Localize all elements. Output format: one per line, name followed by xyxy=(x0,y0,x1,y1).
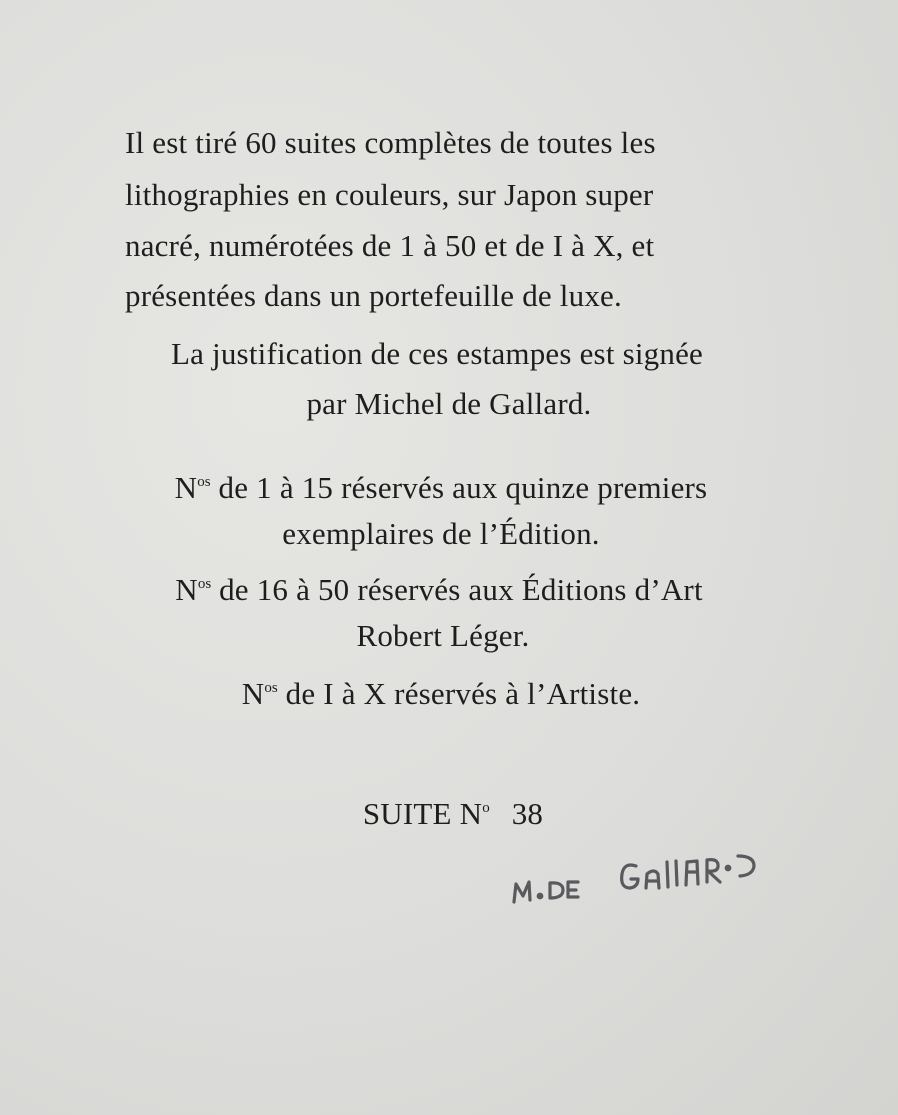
reservation-text: de 16 à 50 réservés aux Éditions d’Art xyxy=(211,572,703,607)
suite-label: SUITE N xyxy=(362,796,483,831)
number-abbrev: N xyxy=(175,572,198,607)
suite-number: 38 xyxy=(511,796,544,831)
text-line: par Michel de Gallard. xyxy=(306,386,592,421)
number-abbrev-sup: os xyxy=(197,576,212,592)
text-line: lithographies en couleurs, sur Japon super xyxy=(125,177,654,212)
reservation-line: exemplaires de l’Édition. xyxy=(282,516,600,551)
reservation-text: de 1 à 15 réservés aux quinze premiers xyxy=(210,470,708,505)
reservation-line: Robert Léger. xyxy=(356,618,530,653)
number-abbrev-sup: os xyxy=(197,474,211,490)
text-line: Il est tiré 60 suites complètes de toutes les xyxy=(125,125,656,160)
handwritten-signature xyxy=(508,840,808,920)
reservation-line xyxy=(0,676,890,712)
reservation-line xyxy=(0,572,888,608)
reservation-text: de I à X réservés à l’Artiste. xyxy=(277,676,641,711)
text-line: La justification de ces estampes est signée xyxy=(171,336,703,371)
suite-number-line xyxy=(4,796,898,832)
number-abbrev: N xyxy=(241,676,265,711)
text-line: nacré, numérotées de 1 à 50 et de I à X, et xyxy=(125,228,655,263)
signature-drawing xyxy=(508,840,808,920)
number-abbrev-sup: os xyxy=(264,680,278,696)
reservation-line xyxy=(0,470,890,506)
text-line: présentées dans un portefeuille de luxe. xyxy=(125,278,622,313)
suite-label-sup: o xyxy=(482,800,490,816)
number-abbrev: N xyxy=(174,470,198,505)
